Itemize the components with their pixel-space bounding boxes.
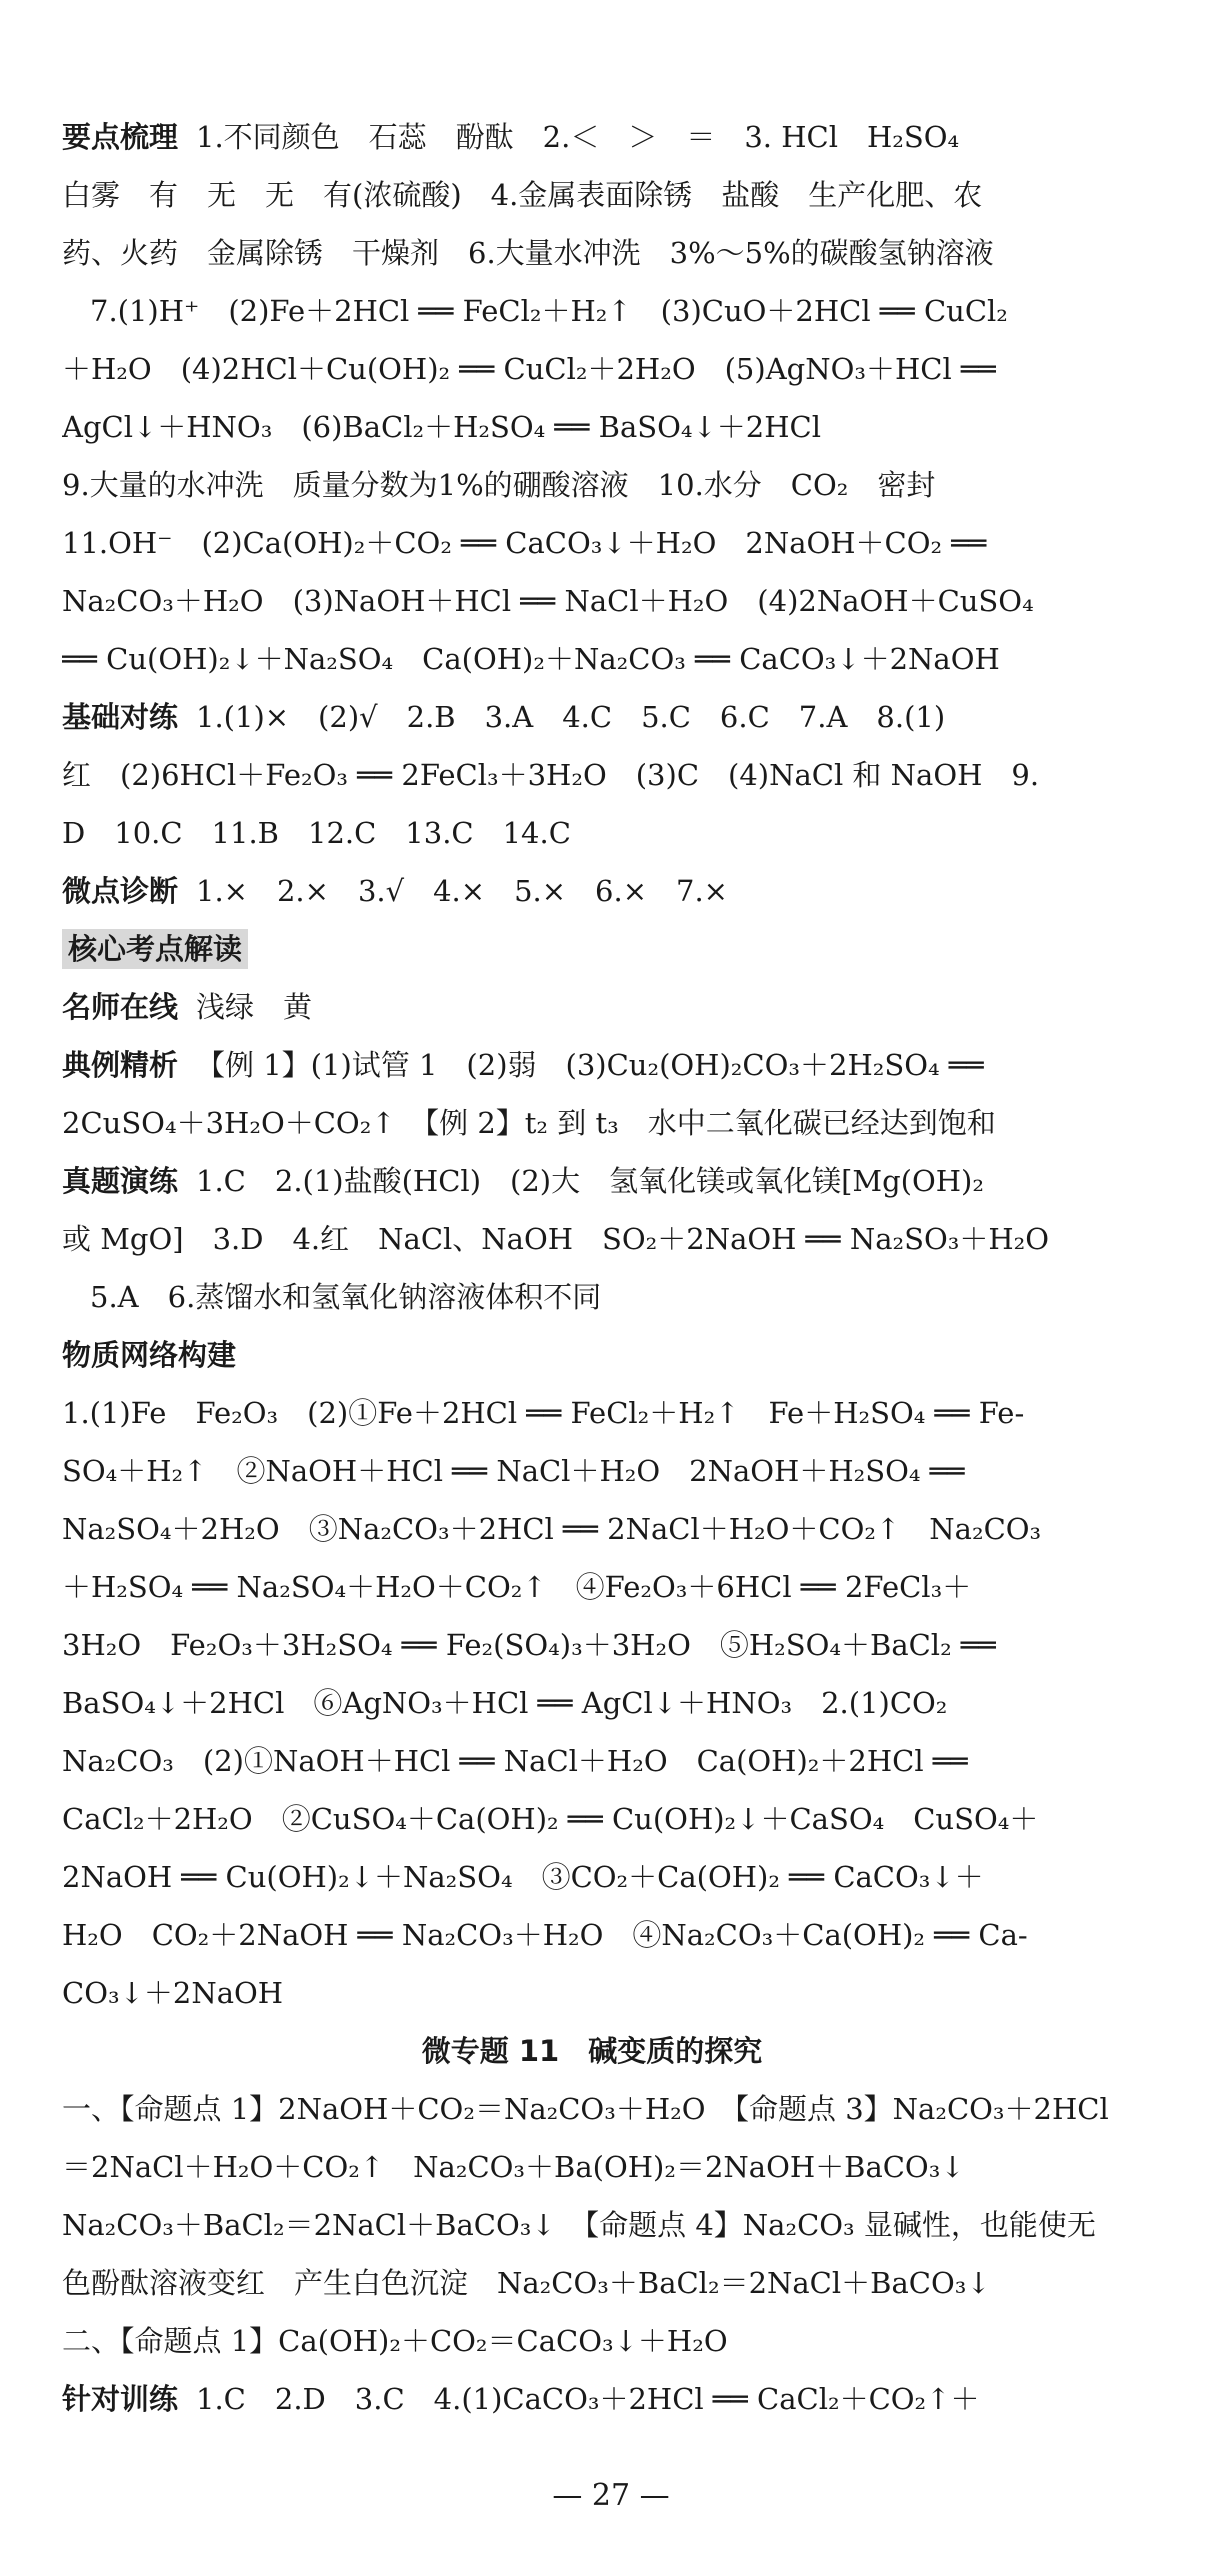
line-text: SO₄＋H₂↑ ②NaOH＋HCl ══ NaCl＋H₂O 2NaOH＋H₂SO₄ ══ [62, 1454, 965, 1488]
text-line [62, 1848, 1122, 1906]
line-text: Na₂CO₃＋H₂O (3)NaOH＋HCl ══ NaCl＋H₂O (4)2NaOH＋CuSO₄ [62, 584, 1034, 618]
line-text: Na₂CO₃＋BaCl₂＝2NaCl＋BaCO₃↓ 【命题点 4】Na₂CO₃ 显碱性，也能使无 [62, 2208, 1096, 2242]
line-label: 真题演练 [62, 1164, 179, 1198]
line-label: 微点诊断 [62, 874, 179, 908]
text-line [62, 1906, 1122, 1964]
text-line [62, 1616, 1122, 1674]
text-line [62, 1964, 1122, 2022]
topic-title [62, 2022, 1122, 2080]
line-label: 典例精析 [62, 1048, 179, 1082]
topic-title-text: 微专题 11 碱变质的探究 [421, 2034, 763, 2068]
text-line [62, 514, 1122, 572]
text-line [62, 804, 1122, 862]
line-text: D 10.C 11.B 12.C 13.C 14.C [62, 816, 571, 850]
text-line [62, 2370, 1122, 2428]
text-line [62, 572, 1122, 630]
line-text: 一、【命题点 1】2NaOH＋CO₂＝Na₂CO₃＋H₂O 【命题点 3】Na₂CO₃＋2HCl [62, 2092, 1109, 2126]
text-line [62, 1152, 1122, 1210]
text-line [62, 1210, 1122, 1268]
line-text: 浅绿 黄 [196, 990, 313, 1024]
text-line [62, 2254, 1122, 2312]
text-line [62, 2312, 1122, 2370]
line-label: 基础对练 [62, 700, 179, 734]
text-line [62, 688, 1122, 746]
text-line [62, 2138, 1122, 2196]
line-text: ＋H₂SO₄ ══ Na₂SO₄＋H₂O＋CO₂↑ ④Fe₂O₃＋6HCl ══ 2FeCl₃＋ [62, 1570, 972, 1604]
line-text: Na₂CO₃ (2)①NaOH＋HCl ══ NaCl＋H₂O Ca(OH)₂＋2HCl ══ [62, 1744, 968, 1778]
text-line [62, 456, 1122, 514]
text-line [62, 1558, 1122, 1616]
text-line [62, 630, 1122, 688]
line-text: CaCl₂＋2H₂O ②CuSO₄＋Ca(OH)₂ ══ Cu(OH)₂↓＋CaSO₄ CuSO₄＋ [62, 1802, 1039, 1836]
line-text: Na₂SO₄＋2H₂O ③Na₂CO₃＋2HCl ══ 2NaCl＋H₂O＋CO₂↑ Na₂CO₃ [62, 1512, 1042, 1546]
line-text: 【例 1】(1)试管 1 (2)弱 (3)Cu₂(OH)₂CO₃＋2H₂SO₄ ══ [196, 1048, 984, 1082]
line-text: 1.C 2.(1)盐酸(HCl) (2)大 氢氧化镁或氧化镁[Mg(OH)₂ [196, 1164, 984, 1198]
text-line [62, 978, 1122, 1036]
text-line [62, 1790, 1122, 1848]
subsection-heading-text: 物质网络构建 [62, 1338, 237, 1372]
text-line [62, 398, 1122, 456]
line-text: ＝2NaCl＋H₂O＋CO₂↑ Na₂CO₃＋Ba(OH)₂＝2NaOH＋BaCO₃↓ [62, 2150, 965, 2184]
line-text: 1.C 2.D 3.C 4.(1)CaCO₃＋2HCl ══ CaCl₂＋CO₂↑＋ [196, 2382, 980, 2416]
line-text: 二、【命题点 1】Ca(OH)₂＋CO₂＝CaCO₃↓＋H₂O [62, 2324, 728, 2358]
line-text: 9.大量的水冲洗 质量分数为1%的硼酸溶液 10.水分 CO₂ 密封 [62, 468, 936, 502]
section-heading-text: 核心考点解读 [62, 929, 248, 969]
text-line [62, 108, 1122, 166]
line-label: 名师在线 [62, 990, 179, 1024]
line-label: 针对训练 [62, 2382, 179, 2416]
line-text: 7.(1)H⁺ (2)Fe＋2HCl ══ FeCl₂＋H₂↑ (3)CuO＋2HCl ══ CuCl₂ [90, 294, 1008, 328]
text-line [62, 224, 1122, 282]
line-text: ＋H₂O (4)2HCl＋Cu(OH)₂ ══ CuCl₂＋2H₂O (5)AgNO₃＋HCl ══ [62, 352, 996, 386]
line-text: 1.(1)× (2)√ 2.B 3.A 4.C 5.C 6.C 7.A 8.(1) [196, 700, 946, 734]
text-line [62, 862, 1122, 920]
text-line [62, 1094, 1122, 1152]
text-line [62, 1674, 1122, 1732]
line-text: 3H₂O Fe₂O₃＋3H₂SO₄ ══ Fe₂(SO₄)₃＋3H₂O ⑤H₂SO₄＋BaCl₂ ══ [62, 1628, 996, 1662]
line-label: 要点梳理 [62, 120, 179, 154]
line-text: 5.A 6.蒸馏水和氢氧化钠溶液体积不同 [90, 1280, 602, 1314]
text-line [62, 2080, 1122, 2138]
text-line [62, 1442, 1122, 1500]
subsection-heading [62, 1326, 1122, 1384]
line-text: AgCl↓＋HNO₃ (6)BaCl₂＋H₂SO₄ ══ BaSO₄↓＋2HCl [62, 410, 822, 444]
text-line [62, 1268, 1122, 1326]
line-text: BaSO₄↓＋2HCl ⑥AgNO₃＋HCl ══ AgCl↓＋HNO₃ 2.(1)CO₂ [62, 1686, 948, 1720]
line-text: H₂O CO₂＋2NaOH ══ Na₂CO₃＋H₂O ④Na₂CO₃＋Ca(OH)₂ ══ Ca- [62, 1918, 1028, 1952]
line-text: 白雾 有 无 无 有(浓硫酸) 4.金属表面除锈 盐酸 生产化肥、农 [62, 178, 983, 212]
line-text: 1.× 2.× 3.√ 4.× 5.× 6.× 7.× [196, 874, 728, 908]
text-line [62, 1036, 1122, 1094]
line-text: CO₃↓＋2NaOH [62, 1976, 284, 2010]
line-text: 2CuSO₄＋3H₂O＋CO₂↑ 【例 2】t₂ 到 t₃ 水中二氧化碳已经达到饱和 [62, 1106, 996, 1140]
text-line [62, 1500, 1122, 1558]
text-line [62, 1384, 1122, 1442]
line-text: 或 MgO] 3.D 4.红 NaCl、NaOH SO₂＋2NaOH ══ Na₂SO₃＋H₂O [62, 1222, 1050, 1256]
text-line [62, 1732, 1122, 1790]
text-line [62, 2196, 1122, 2254]
text-line [62, 746, 1122, 804]
line-text: 11.OH⁻ (2)Ca(OH)₂＋CO₂ ══ CaCO₃↓＋H₂O 2NaOH＋CO₂ ══ [62, 526, 987, 560]
text-line [62, 166, 1122, 224]
line-text: 1.不同颜色 石蕊 酚酞 2.＜ ＞ ＝ 3. HCl H₂SO₄ [196, 120, 960, 154]
line-text: 色酚酞溶液变红 产生白色沉淀 Na₂CO₃＋BaCl₂＝2NaCl＋BaCO₃↓ [62, 2266, 991, 2300]
line-text: 1.(1)Fe Fe₂O₃ (2)①Fe＋2HCl ══ FeCl₂＋H₂↑ Fe＋H₂SO₄ ══ Fe- [62, 1396, 1025, 1430]
section-heading [62, 920, 1122, 978]
line-text: 红 (2)6HCl＋Fe₂O₃ ══ 2FeCl₃＋3H₂O (3)C (4)NaCl 和 NaOH 9. [62, 758, 1040, 792]
page-number: — 27 — [552, 2478, 670, 2513]
line-text: ══ Cu(OH)₂↓＋Na₂SO₄ Ca(OH)₂＋Na₂CO₃ ══ CaCO₃↓＋2NaOH [62, 642, 1000, 676]
line-text: 药、火药 金属除锈 干燥剂 6.大量水冲洗 3%～5%的碳酸氢钠溶液 [62, 236, 994, 270]
text-line [62, 340, 1122, 398]
line-text: 2NaOH ══ Cu(OH)₂↓＋Na₂SO₄ ③CO₂＋Ca(OH)₂ ══ CaCO₃↓＋ [62, 1860, 984, 1894]
text-line [62, 282, 1122, 340]
